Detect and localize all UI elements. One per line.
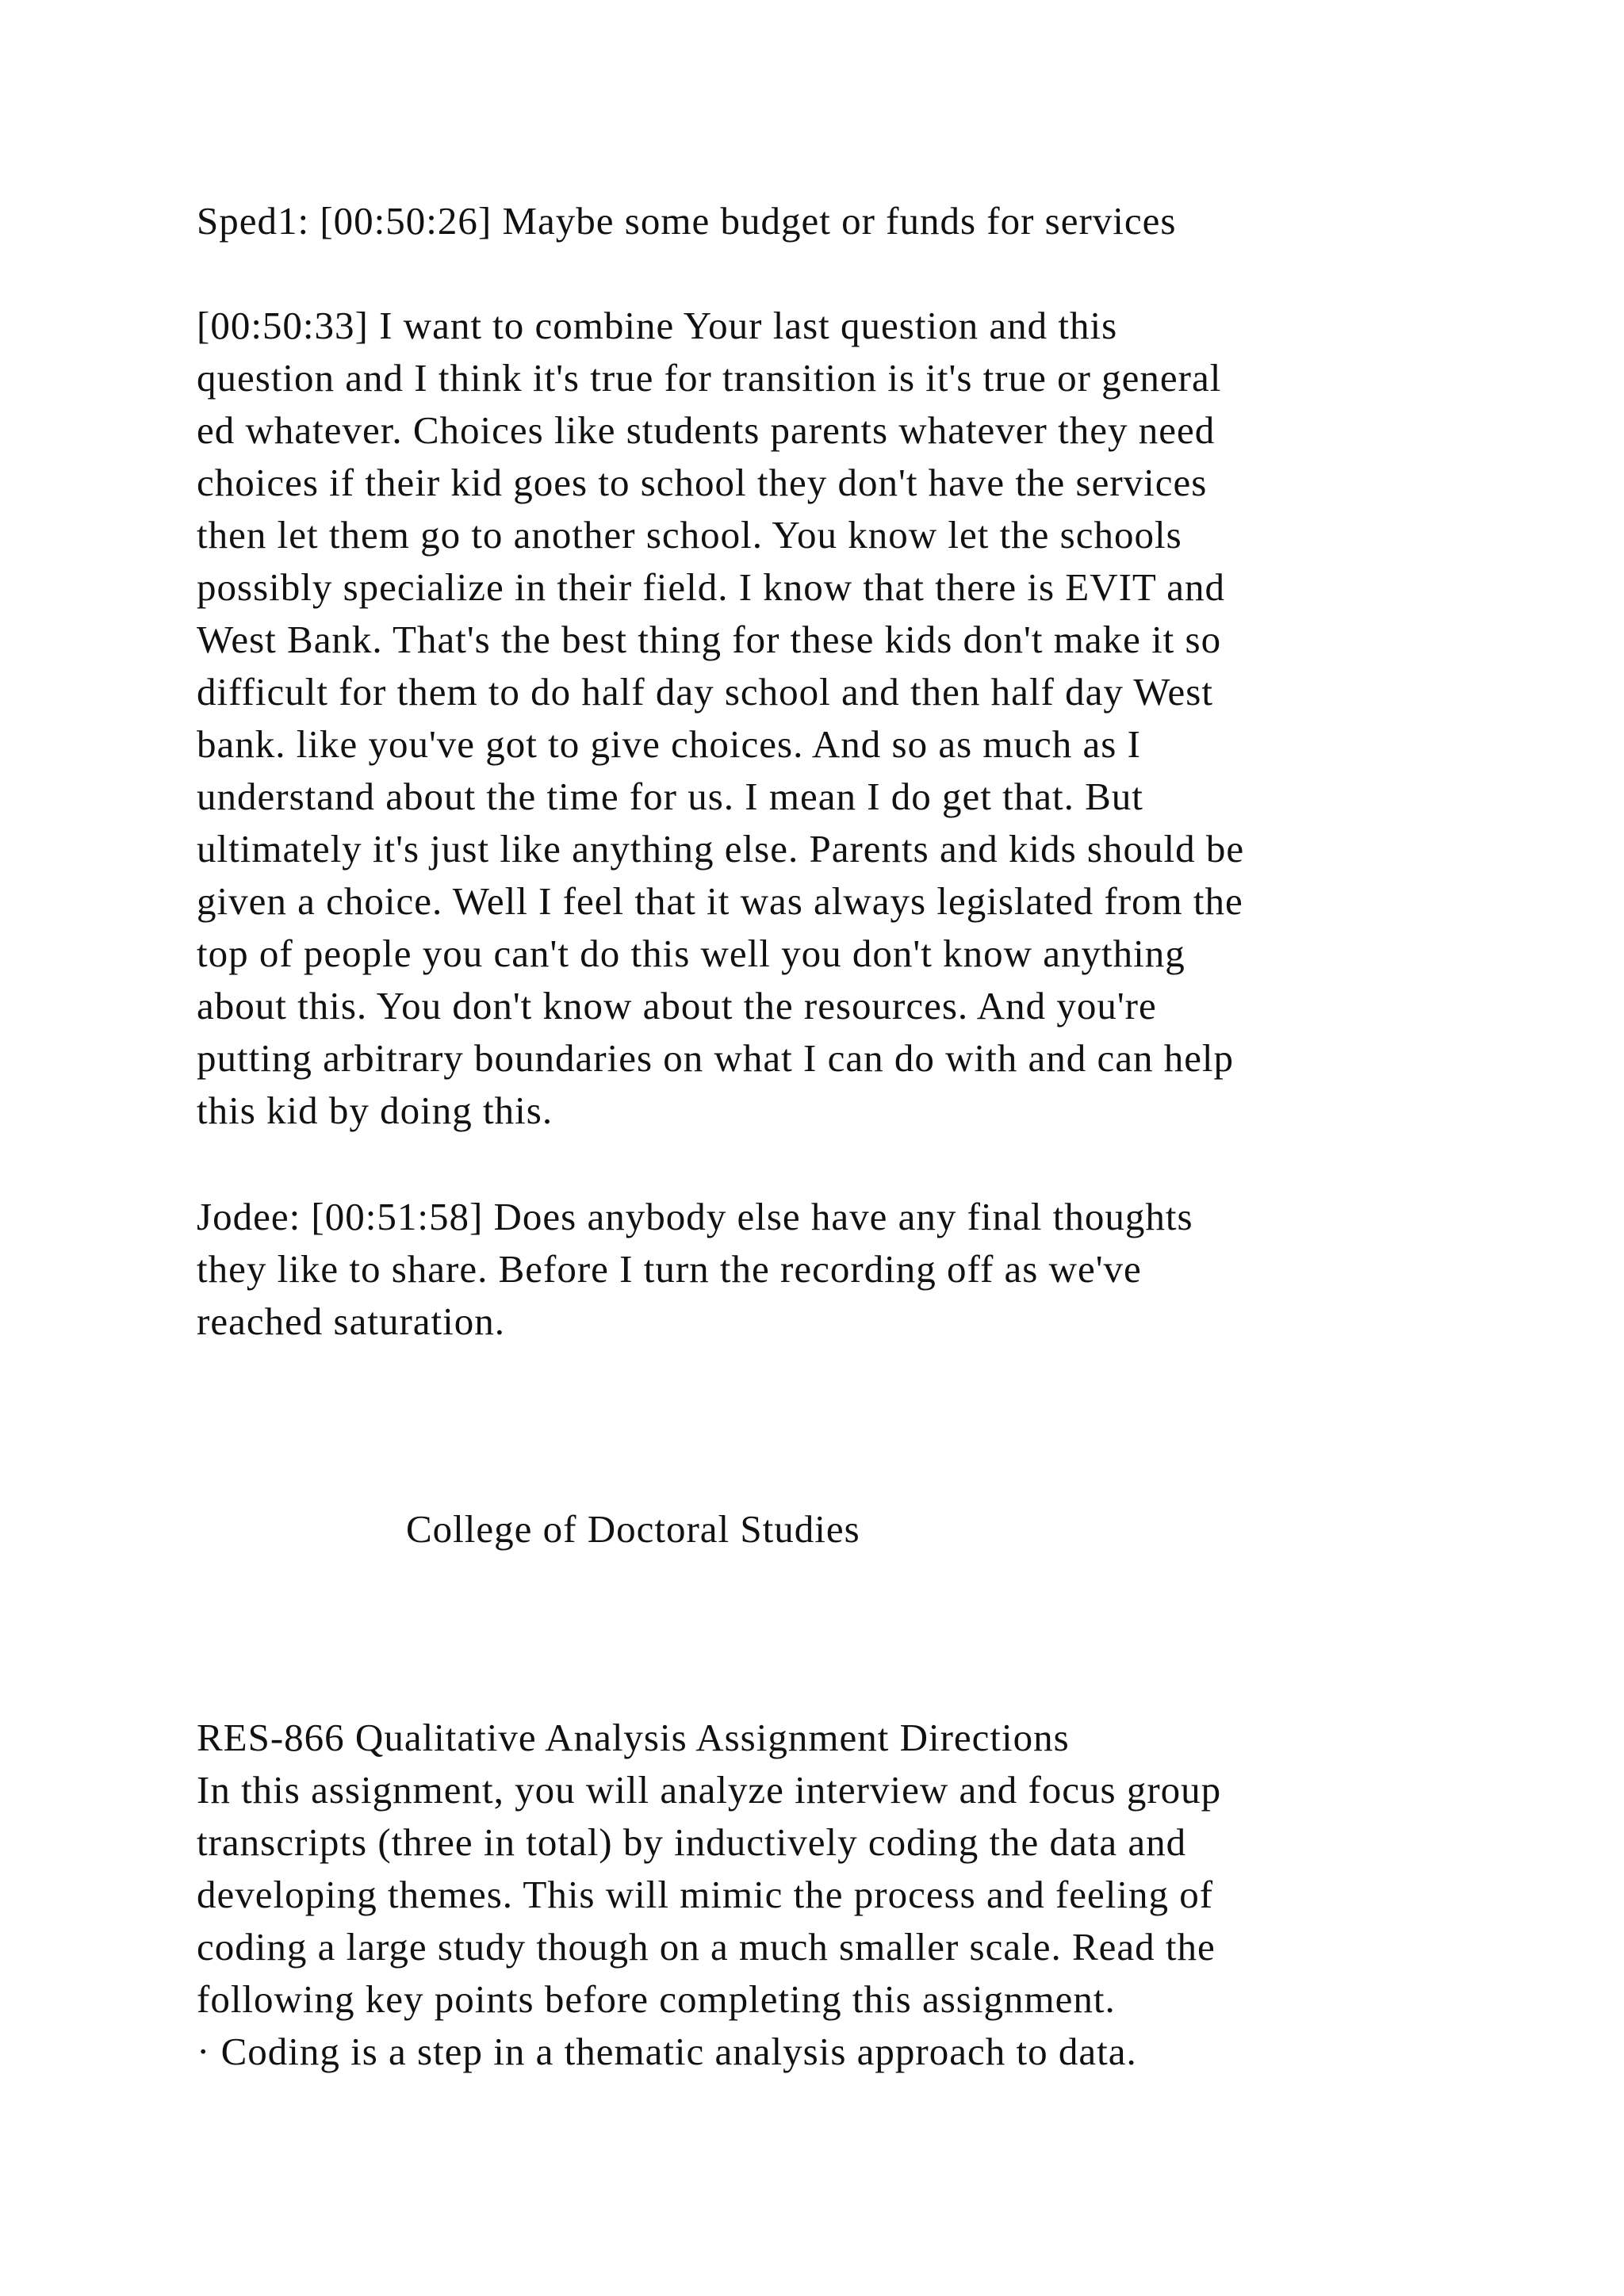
text-line: bank. like you've got to give choices. And so as much as I — [197, 722, 1141, 766]
bullet-item: · Coding is a step in a thematic analysis approach to data. — [197, 2030, 1137, 2073]
text-line: developing themes. This will mimic the process and feeling of — [197, 1873, 1214, 1916]
heading-text: College of Doctoral Studies — [406, 1507, 860, 1551]
text-line: putting arbitrary boundaries on what I can do with and can help — [197, 1036, 1235, 1080]
text-line: reached saturation. — [197, 1299, 506, 1343]
text-line: top of people you can't do this well you don't know anything — [197, 932, 1185, 975]
transcript-paragraph — [197, 300, 1465, 1137]
text-line: coding a large study though on a much smaller scale. Read the — [197, 1925, 1216, 1969]
text-line: understand about the time for us. I mean I do get that. But — [197, 775, 1143, 818]
text-line: they like to share. Before I turn the recording off as we've — [197, 1247, 1142, 1291]
text-line: Sped1: [00:50:26] Maybe some budget or funds for services — [197, 199, 1177, 243]
text-line: question and I think it's true for transition is it's true or general — [197, 356, 1222, 400]
assignment-title: RES-866 Qualitative Analysis Assignment Directions — [197, 1716, 1070, 1759]
text-line: In this assignment, you will analyze interview and focus group — [197, 1768, 1222, 1812]
speaker-line-sped1 — [197, 195, 1465, 247]
text-line: this kid by doing this. — [197, 1089, 553, 1132]
text-line: [00:50:33] I want to combine Your last question and this — [197, 304, 1118, 347]
text-line: then let them go to another school. You know let the schools — [197, 513, 1182, 557]
text-line: ed whatever. Choices like students parents whatever they need — [197, 408, 1216, 452]
text-line: ultimately it's just like anything else. Parents and kids should be — [197, 827, 1245, 871]
text-line: transcripts (three in total) by inductively coding the data and — [197, 1820, 1187, 1864]
text-line: difficult for them to do half day school and then half day West — [197, 670, 1213, 714]
text-line: about this. You don't know about the resources. And you're — [197, 984, 1157, 1027]
text-line: choices if their kid goes to school they don't have the services — [197, 461, 1208, 504]
text-line: given a choice. Well I feel that it was always legislated from the — [197, 879, 1243, 923]
text-line: following key points before completing this assignment. — [197, 1977, 1116, 2021]
assignment-directions — [197, 1712, 1465, 2078]
speaker-paragraph-jodee — [197, 1191, 1465, 1348]
college-heading — [406, 1503, 1624, 1556]
text-line: West Bank. That's the best thing for these kids don't make it so — [197, 618, 1222, 661]
text-line: possibly specialize in their field. I know that there is EVIT and — [197, 565, 1225, 609]
text-line: Jodee: [00:51:58] Does anybody else have any final thoughts — [197, 1195, 1193, 1238]
